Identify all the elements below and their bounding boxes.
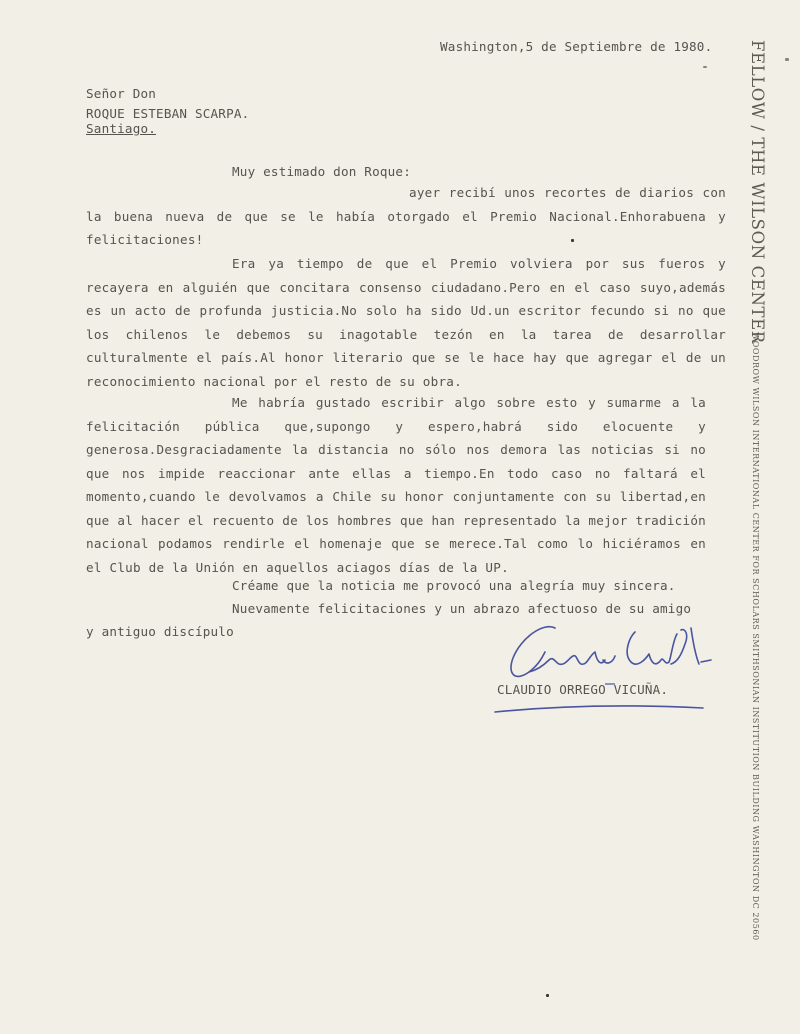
paper-speck <box>703 66 707 68</box>
recipient-line: Señor Don <box>86 86 157 101</box>
letterhead-address: WOODROW WILSON INTERNATIONAL CENTER FOR SCHOLARS SMITHSONIAN INSTITUTION BUILDING WASHINGTON DC 20560 <box>751 332 760 941</box>
signatory-name: CLAUDIO ORREGO VICUÑA. <box>497 682 669 697</box>
ink-speck <box>546 994 549 997</box>
paragraph-2: Era ya tiempo de que el Premio volviera por sus fueros y recayera en alguién que concitara consenso ciudadano.Pero en el caso suyo,además es un acto de profunda justicia.No solo ha sido Ud.un escritor fecundo si no que los chilenos le debemos su inagotable tezón en la tarea de desarrollar culturalmente el país.Al honor literario que se le hace hay que agregar el de un reconocimiento nacional por el resto de su obra. <box>86 256 726 389</box>
closing-line: Nuevamente felicitaciones y un abrazo afectuoso de su amigo <box>232 601 692 616</box>
paper-speck <box>785 58 789 61</box>
salutation: Muy estimado don Roque: <box>232 164 411 179</box>
letter-date: Washington,5 de Septiembre de 1980. <box>440 39 713 54</box>
paragraph-3: Me habría gustado escribir algo sobre esto y sumarme a la felicitación pública que,supongo y espero,habrá sido elocuente y generosa.Desgraciadamente la distancia no sólo nos demora las noticias si no que nos impide reaccionar ante ellas a tiempo.En todo caso no faltará el momento,cuando le devolvamos a Chile su honor conjuntamente con su libertad,en que al hacer el recuento de los hombres que han representado la mejor tradición nacional podamos rendirle el homenaje que se merece.Tal como lo hiciéramos en el Club de la Unión en aquellos aciagos días de la UP. <box>86 395 706 575</box>
recipient-city: Santiago. <box>86 121 157 136</box>
paragraph-1: ayer recibí unos recortes de diarios con la buena nueva de que se le había otorgado el Premio Nacional.Enhorabuena y felicitaciones! <box>86 185 726 247</box>
letterhead-title: FELLOW / THE WILSON CENTER <box>748 40 767 344</box>
recipient-name: ROQUE ESTEBAN SCARPA. <box>86 106 250 121</box>
closing-line: y antiguo discípulo <box>86 624 234 639</box>
closing-line: Créame que la noticia me provocó una alegría muy sincera. <box>232 578 676 593</box>
ink-speck <box>571 239 574 242</box>
handwritten-signature <box>485 600 725 730</box>
